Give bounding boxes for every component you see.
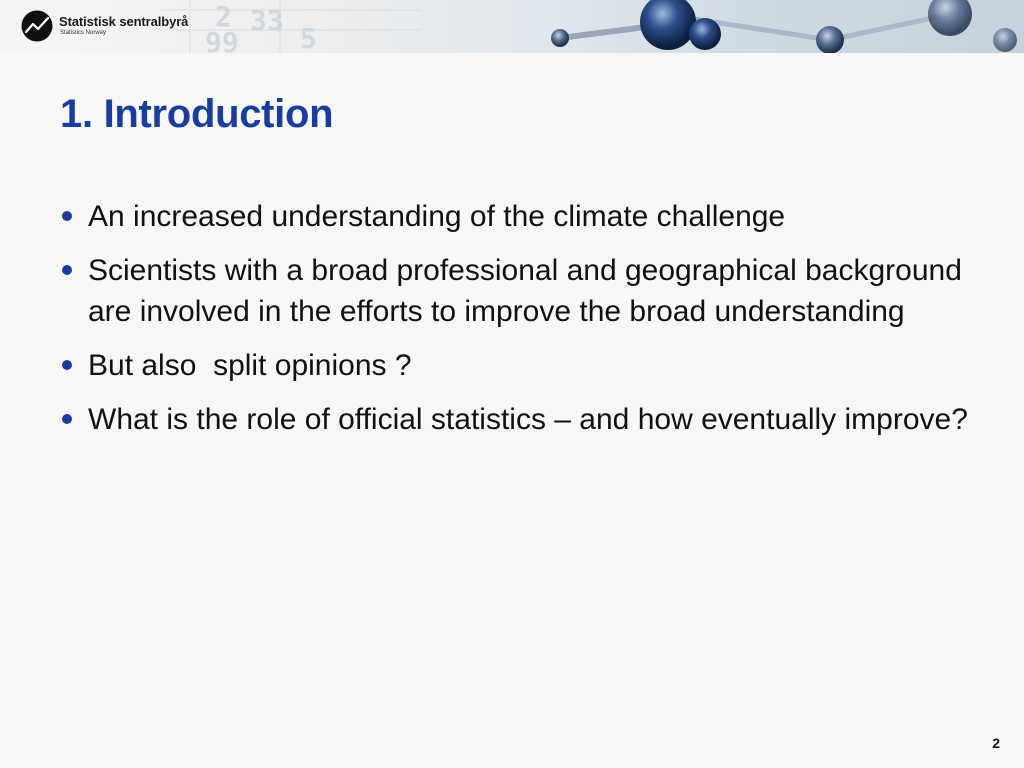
bullet-dot-icon (62, 265, 72, 275)
bullet-dot-icon (62, 211, 72, 221)
bullet-text: Scientists with a broad professional and geographical background are involved in the efforts to improve the broad understanding (88, 254, 962, 328)
bullet-dot-icon (62, 360, 72, 370)
svg-text:2: 2 (215, 0, 232, 33)
ssb-logo (21, 9, 188, 43)
bullet-dot-icon (62, 414, 72, 424)
bullet-item (60, 345, 1000, 386)
bullet-text: But also split opinions ? (88, 349, 412, 382)
bullet-item (60, 196, 1000, 237)
svg-text:5: 5 (300, 22, 317, 53)
svg-text:99: 99 (205, 26, 239, 53)
ssb-logo-icon (21, 10, 53, 42)
bullet-text: An increased understanding of the climate challenge (88, 200, 786, 233)
slide-title: 1. Introduction (60, 92, 334, 136)
bullet-item (60, 399, 1000, 440)
bullet-list (60, 196, 1000, 453)
org-subtitle: Statistics Norway (60, 30, 107, 36)
page-number: 2 (992, 735, 1000, 751)
org-name: Statistisk sentralbyrå (59, 14, 189, 29)
header-banner (0, 0, 1024, 53)
svg-text:33: 33 (250, 4, 284, 37)
bullet-text: What is the role of official statistics – and how eventually improve? (88, 403, 968, 436)
bullet-item (60, 250, 1000, 332)
